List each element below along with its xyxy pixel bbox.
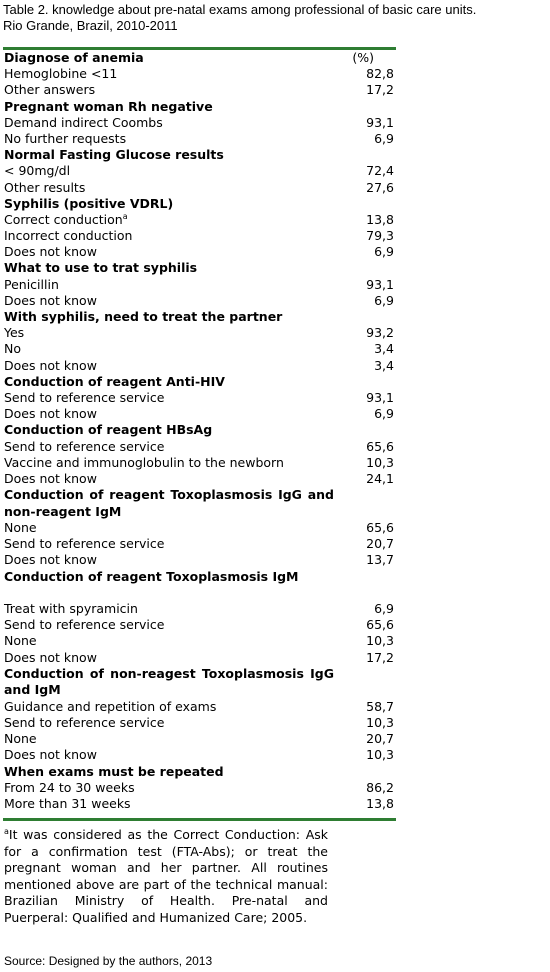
- row-percent: 93,1: [366, 276, 394, 292]
- row-label: Does not know: [4, 244, 97, 260]
- row-percent: 6,9: [374, 130, 394, 146]
- table-row: [4, 536, 396, 552]
- section-header-row: [4, 422, 396, 438]
- table-row: [4, 212, 396, 228]
- table-row: [4, 406, 396, 422]
- table-body: [4, 66, 396, 812]
- row-label: More than 31 weeks: [4, 795, 131, 811]
- table-row: [4, 325, 396, 341]
- exam-knowledge-table: [4, 50, 396, 812]
- row-percent: 6,9: [374, 244, 394, 260]
- section-header-row: [4, 569, 396, 585]
- row-label: Send to reference service: [4, 617, 165, 633]
- row-label: Conduction of reagent HBsAg: [4, 422, 213, 438]
- row-percent: 10,3: [366, 714, 394, 730]
- row-label: Penicillin: [4, 276, 59, 292]
- table-row: [4, 163, 396, 179]
- table-header-row: [4, 50, 396, 66]
- row-percent: 13,7: [366, 552, 394, 568]
- table-row: [4, 131, 396, 147]
- row-label: Other results: [4, 179, 86, 195]
- table-row: [4, 244, 396, 260]
- table-row: [4, 699, 396, 715]
- row-label: Conduction of reagent Toxoplasmosis IgG and non-reagent IgM: [4, 487, 334, 519]
- table-row: [4, 796, 396, 812]
- table-row: [4, 601, 396, 617]
- row-label: Does not know: [4, 649, 97, 665]
- table-row: [4, 715, 396, 731]
- row-percent: 65,6: [366, 520, 394, 536]
- section-header-row: [4, 309, 396, 325]
- table-row: [4, 390, 396, 406]
- row-percent: 20,7: [366, 731, 394, 747]
- section-header-row: [4, 260, 396, 276]
- row-percent: 10,3: [366, 747, 394, 763]
- section-header-row: [4, 764, 396, 780]
- row-label: When exams must be repeated: [4, 763, 224, 779]
- row-percent: 65,6: [366, 438, 394, 454]
- row-percent: 13,8: [366, 795, 394, 811]
- row-percent: 27,6: [366, 179, 394, 195]
- row-label: Conduction of reagent Toxoplasmosis IgM: [4, 568, 299, 584]
- row-label: None: [4, 520, 37, 536]
- table-row: [4, 115, 396, 131]
- row-label: Vaccine and immunoglobulin to the newborn: [4, 454, 284, 470]
- section-header-row: [4, 196, 396, 212]
- row-label: Correct conduction: [4, 211, 123, 227]
- table-row: [4, 180, 396, 196]
- table-row: [4, 780, 396, 796]
- row-label: Does not know: [4, 470, 97, 486]
- percent-header: (%): [352, 50, 374, 65]
- row-label: Incorrect conduction: [4, 228, 133, 244]
- row-label: No further requests: [4, 130, 127, 146]
- row-percent: 17,2: [366, 82, 394, 98]
- table-row: [4, 747, 396, 763]
- spacer-row: [4, 585, 396, 601]
- footnote-marker: a: [4, 826, 9, 836]
- table-row: [4, 293, 396, 309]
- row-label: Does not know: [4, 747, 97, 763]
- footnote-text: It was considered as the Correct Conduction: Ask for a confirmation test (FTA-Abs); or treat the pregnant woman and her partner. All routines mentioned above are part of the technical manual: Brazilian Ministry of Health. Pre-natal and Puerperal: Qualified and Humanized Care; 2005.: [4, 827, 328, 925]
- table-row: [4, 358, 396, 374]
- row-percent: 13,8: [366, 211, 394, 227]
- row-percent: 3,4: [374, 357, 394, 373]
- table-row: [4, 520, 396, 536]
- row-label: No: [4, 341, 21, 357]
- footnote-ref: a: [122, 211, 128, 221]
- section-header-row: [4, 666, 396, 699]
- row-percent: 86,2: [366, 779, 394, 795]
- row-label: None: [4, 633, 37, 649]
- table-row: [4, 341, 396, 357]
- row-percent: 93,1: [366, 114, 394, 130]
- row-label: Send to reference service: [4, 389, 165, 405]
- row-percent: 72,4: [366, 163, 394, 179]
- row-label: Does not know: [4, 292, 97, 308]
- table-row: [4, 552, 396, 568]
- row-label: Hemoglobine <11: [4, 66, 118, 82]
- table-row: [4, 731, 396, 747]
- row-percent: 58,7: [366, 698, 394, 714]
- row-percent: 3,4: [374, 341, 394, 357]
- row-percent: 93,1: [366, 389, 394, 405]
- table-row: [4, 633, 396, 649]
- row-percent: 6,9: [374, 292, 394, 308]
- table-row: [4, 66, 396, 82]
- row-label: None: [4, 731, 37, 747]
- caption-title: Table 2. knowledge about pre-natal exams among professional of basic care units.: [3, 2, 477, 17]
- table-row: [4, 82, 396, 98]
- row-label: Send to reference service: [4, 714, 165, 730]
- section-header-row: [4, 147, 396, 163]
- row-label: < 90mg/dl: [4, 163, 71, 179]
- row-label: Syphilis (positive VDRL): [4, 195, 174, 211]
- row-percent: 17,2: [366, 649, 394, 665]
- row-percent: 6,9: [374, 601, 394, 616]
- row-percent: 6,9: [374, 406, 394, 422]
- row-label: Send to reference service: [4, 536, 165, 552]
- row-label: Send to reference service: [4, 438, 165, 454]
- section-header-row: [4, 99, 396, 115]
- row-label: Guidance and repetition of exams: [4, 698, 217, 714]
- row-percent: 93,2: [366, 325, 394, 341]
- row-label: Diagnose of anemia: [4, 50, 144, 65]
- table-row: [4, 650, 396, 666]
- row-percent: 10,3: [366, 633, 394, 649]
- table-row: [4, 471, 396, 487]
- section-header-row: [4, 374, 396, 390]
- footnote: [4, 827, 328, 926]
- row-percent: 10,3: [366, 454, 394, 470]
- row-percent: 79,3: [366, 228, 394, 244]
- table-row: [4, 617, 396, 633]
- caption-subtitle: Rio Grande, Brazil, 2010-2011: [3, 18, 178, 33]
- row-label: Conduction of reagent Anti-HIV: [4, 373, 225, 389]
- row-label: Other answers: [4, 82, 96, 98]
- table-caption: [3, 2, 548, 34]
- table-row: [4, 277, 396, 293]
- row-label: With syphilis, need to treat the partner: [4, 309, 283, 324]
- row-label: Pregnant woman Rh negative: [4, 98, 213, 114]
- row-percent: 82,8: [366, 66, 394, 82]
- bottom-rule: [3, 818, 396, 821]
- row-percent: 24,1: [366, 470, 394, 486]
- table-row: [4, 228, 396, 244]
- row-percent: 65,6: [366, 617, 394, 633]
- row-label: Conduction of non-reagest Toxoplasmosis IgG and IgM: [4, 665, 334, 698]
- row-label: Does not know: [4, 357, 97, 373]
- row-label: What to use to trat syphilis: [4, 260, 198, 276]
- row-label: Treat with spyramicin: [4, 601, 138, 616]
- row-label: Does not know: [4, 406, 97, 422]
- table-row: [4, 439, 396, 455]
- row-label: Does not know: [4, 552, 97, 568]
- row-label: Demand indirect Coombs: [4, 114, 163, 130]
- row-label: From 24 to 30 weeks: [4, 779, 135, 795]
- source-note: Source: Designed by the authors, 2013: [4, 954, 213, 968]
- row-label: Normal Fasting Glucose results: [4, 147, 224, 163]
- table-row: [4, 455, 396, 471]
- row-percent: 20,7: [366, 536, 394, 552]
- section-header-row: [4, 487, 396, 520]
- row-label: Yes: [4, 325, 25, 341]
